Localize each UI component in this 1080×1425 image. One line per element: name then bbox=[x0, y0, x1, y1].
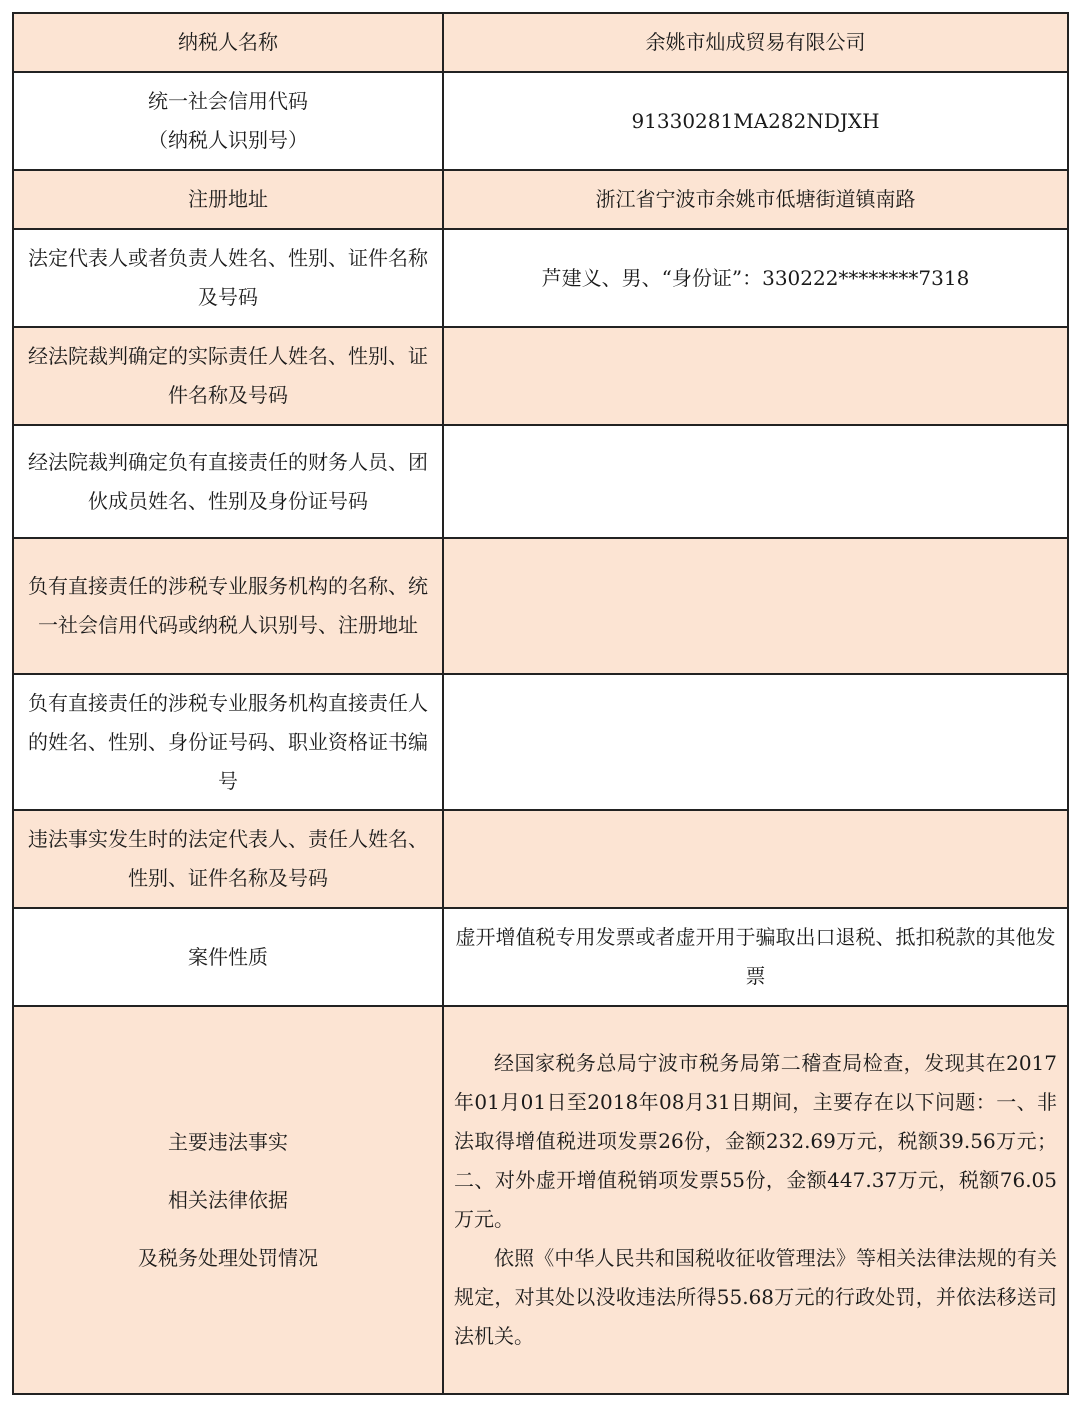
tax-info-table bbox=[12, 12, 1069, 1395]
legal-rep-value: 芦建义、男、“身份证”：330222********7318 bbox=[443, 229, 1068, 327]
table-row bbox=[13, 1006, 1068, 1394]
table-row bbox=[13, 538, 1068, 674]
credit-code-value: 91330281MA282NDJXH bbox=[443, 72, 1068, 170]
violation-rep-label: 违法事实发生时的法定代表人、责任人姓名、性别、证件名称及号码 bbox=[13, 810, 443, 908]
table-row bbox=[13, 908, 1068, 1006]
table-row bbox=[13, 810, 1068, 908]
address-value: 浙江省宁波市余姚市低塘街道镇南路 bbox=[443, 170, 1068, 229]
facts-paragraph: 依照《中华人民共和国税收征收管理法》等相关法律法规的有关规定，对其处以没收违法所得55.68万元的行政处罚，并依法移送司法机关。 bbox=[454, 1246, 1057, 1348]
table-row bbox=[13, 327, 1068, 425]
case-nature-value: 虚开增值税专用发票或者虚开用于骗取出口退税、抵扣税款的其他发票 bbox=[443, 908, 1068, 1006]
legal-rep-label: 法定代表人或者负责人姓名、性别、证件名称及号码 bbox=[13, 229, 443, 327]
table-row bbox=[13, 72, 1068, 170]
facts-paragraph: 经国家税务总局宁波市税务局第二稽查局检查，发现其在2017年01月01日至2018年08月31日期间，主要存在以下问题：一、非法取得增值税进项发票26份，金额232.69万元，税额39.56万元；二、对外虚开增值税销项发票55份，金额447.37万元，税额76.05万元。 bbox=[454, 1051, 1057, 1231]
finance-staff-value bbox=[443, 425, 1068, 538]
agency-person-value bbox=[443, 674, 1068, 810]
taxpayer-name-value: 余姚市灿成贸易有限公司 bbox=[443, 13, 1068, 72]
agency-value bbox=[443, 538, 1068, 674]
table-row bbox=[13, 170, 1068, 229]
facts-value bbox=[443, 1006, 1068, 1394]
table-row bbox=[13, 425, 1068, 538]
table-row bbox=[13, 674, 1068, 810]
finance-staff-label: 经法院裁判确定负有直接责任的财务人员、团伙成员姓名、性别及身份证号码 bbox=[13, 425, 443, 538]
table-row bbox=[13, 13, 1068, 72]
address-label: 注册地址 bbox=[13, 170, 443, 229]
credit-code-label: 统一社会信用代码 （纳税人识别号） bbox=[13, 72, 443, 170]
agency-label: 负有直接责任的涉税专业服务机构的名称、统一社会信用代码或纳税人识别号、注册地址 bbox=[13, 538, 443, 674]
taxpayer-name-label: 纳税人名称 bbox=[13, 13, 443, 72]
table-row bbox=[13, 229, 1068, 327]
court-responsible-value bbox=[443, 327, 1068, 425]
violation-rep-value bbox=[443, 810, 1068, 908]
facts-label: 主要违法事实 相关法律依据 及税务处理处罚情况 bbox=[13, 1006, 443, 1394]
agency-person-label: 负有直接责任的涉税专业服务机构直接责任人的姓名、性别、身份证号码、职业资格证书编号 bbox=[13, 674, 443, 810]
case-nature-label: 案件性质 bbox=[13, 908, 443, 1006]
court-responsible-label: 经法院裁判确定的实际责任人姓名、性别、证件名称及号码 bbox=[13, 327, 443, 425]
